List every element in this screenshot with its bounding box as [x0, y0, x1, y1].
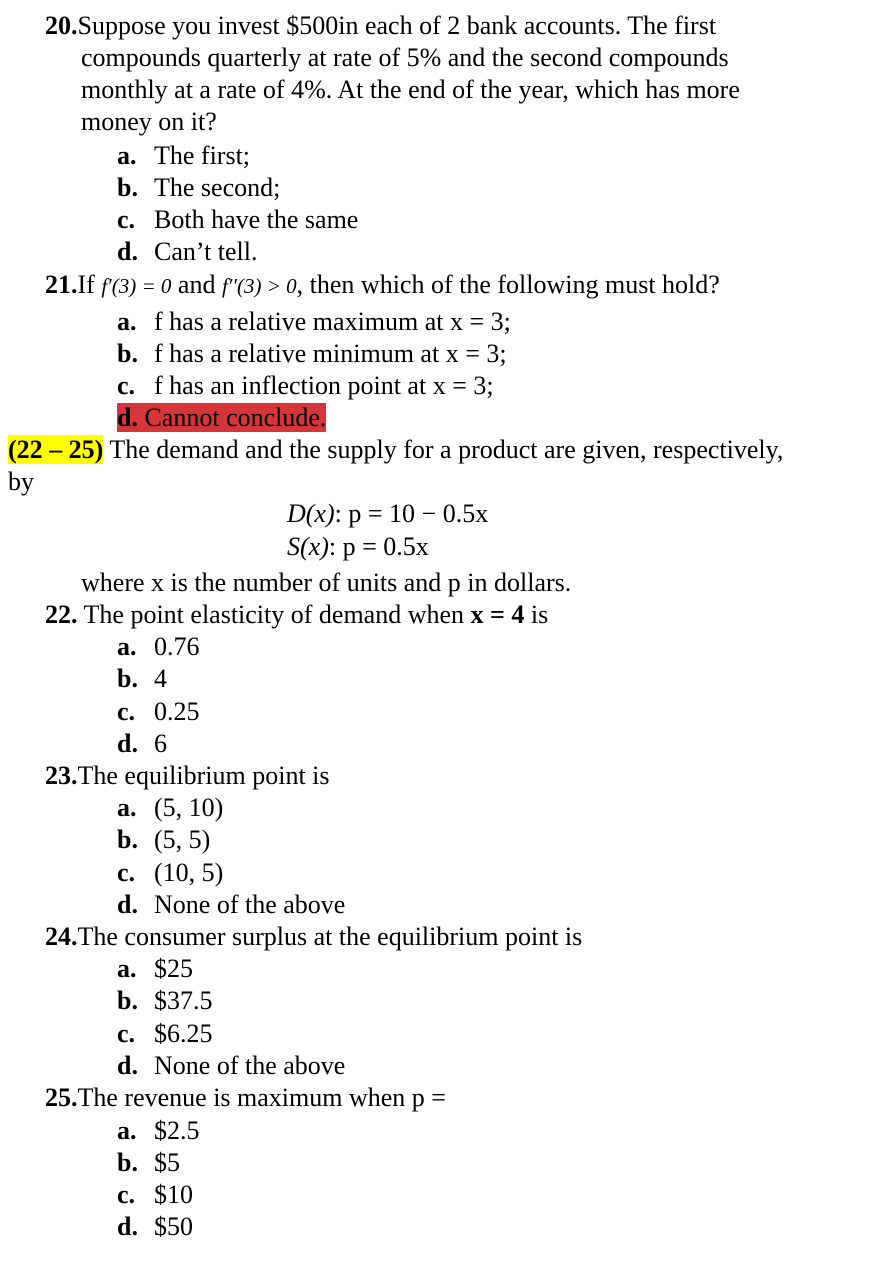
q21-option-d[interactable]	[117, 402, 326, 434]
q24-stem: 24.The consumer surplus at the equilibrium point is	[45, 922, 583, 951]
q20-text-4: money on it?	[81, 107, 217, 136]
q24-option-b[interactable]: b. $37.5	[117, 986, 213, 1015]
q21-option-a[interactable]: a. f has a relative maximum at x = 3;	[117, 307, 511, 336]
q20-option-c[interactable]: c. Both have the same	[117, 205, 359, 234]
group-where: where x is the number of units and p in dollars.	[81, 568, 572, 597]
q22-stem: 22. The point elasticity of demand when x = 4 is	[45, 600, 549, 629]
group-intro: (22 – 25) The demand and the supply for a product are given, respectively,	[8, 435, 784, 464]
q20-text-1: Suppose you invest $500in each of 2 bank accounts. The first	[77, 11, 717, 40]
q21-condition-second-derivative: f′′(3) > 0	[221, 274, 297, 298]
q21-number: 21.	[45, 270, 78, 299]
q22-option-d[interactable]: d. 6	[117, 729, 167, 758]
q20-option-d[interactable]: d. Can’t tell.	[117, 237, 258, 266]
q20-option-a[interactable]: a. The first;	[117, 141, 251, 170]
q24-number: 24.	[45, 922, 78, 951]
q20-text-3: monthly at a rate of 4%. At the end of the year, which has more	[81, 75, 740, 104]
q24-option-c[interactable]: c. $6.25	[117, 1019, 213, 1048]
q21-option-c[interactable]: c. f has an inflection point at x = 3;	[117, 371, 494, 400]
q20-option-b[interactable]: b. The second;	[117, 173, 281, 202]
q20-number: 20.	[45, 11, 78, 40]
q25-option-a[interactable]: a. $2.5	[117, 1116, 200, 1145]
q24-option-d[interactable]: d. None of the above	[117, 1051, 346, 1080]
q23-number: 23.	[45, 761, 78, 790]
q23-option-b[interactable]: b. (5, 5)	[117, 825, 211, 854]
q20-text-2: compounds quarterly at rate of 5% and the second compounds	[81, 43, 729, 72]
q23-option-a[interactable]: a. (5, 10)	[117, 793, 224, 822]
group-intro-cont: by	[8, 467, 34, 496]
q23-option-c[interactable]: c. (10, 5)	[117, 858, 224, 887]
q22-number: 22.	[45, 600, 78, 629]
q25-option-c[interactable]: c. $10	[117, 1180, 193, 1209]
q25-stem: 25.The revenue is maximum when p =	[45, 1083, 446, 1112]
q21-stem: 21.If f′(3) = 0 and f′′(3) > 0, then which of the following must hold?	[45, 270, 720, 299]
q22-option-b[interactable]: b. 4	[117, 664, 167, 693]
q22-option-a[interactable]: a. 0.76	[117, 632, 200, 661]
q21-option-b[interactable]: b. f has a relative minimum at x = 3;	[117, 339, 507, 368]
demand-equation: D(x): p = 10 − 0.5x	[287, 499, 489, 528]
q20-line-1	[45, 10, 716, 42]
q22-condition: x = 4	[470, 600, 525, 629]
q25-option-d[interactable]: d. $50	[117, 1212, 193, 1241]
q25-option-b[interactable]: b. $5	[117, 1148, 180, 1177]
q24-option-a[interactable]: a. $25	[117, 954, 193, 983]
q21-answer-highlight: d. Cannot conclude.	[117, 403, 327, 432]
group-range-highlight: (22 – 25)	[8, 435, 104, 464]
q22-option-c[interactable]: c. 0.25	[117, 697, 200, 726]
q25-number: 25.	[45, 1083, 78, 1112]
q23-option-d[interactable]: d. None of the above	[117, 890, 346, 919]
q21-condition-first-derivative: f′(3) = 0	[101, 274, 172, 298]
supply-equation: S(x): p = 0.5x	[287, 532, 429, 561]
q23-stem: 23.The equilibrium point is	[45, 761, 330, 790]
